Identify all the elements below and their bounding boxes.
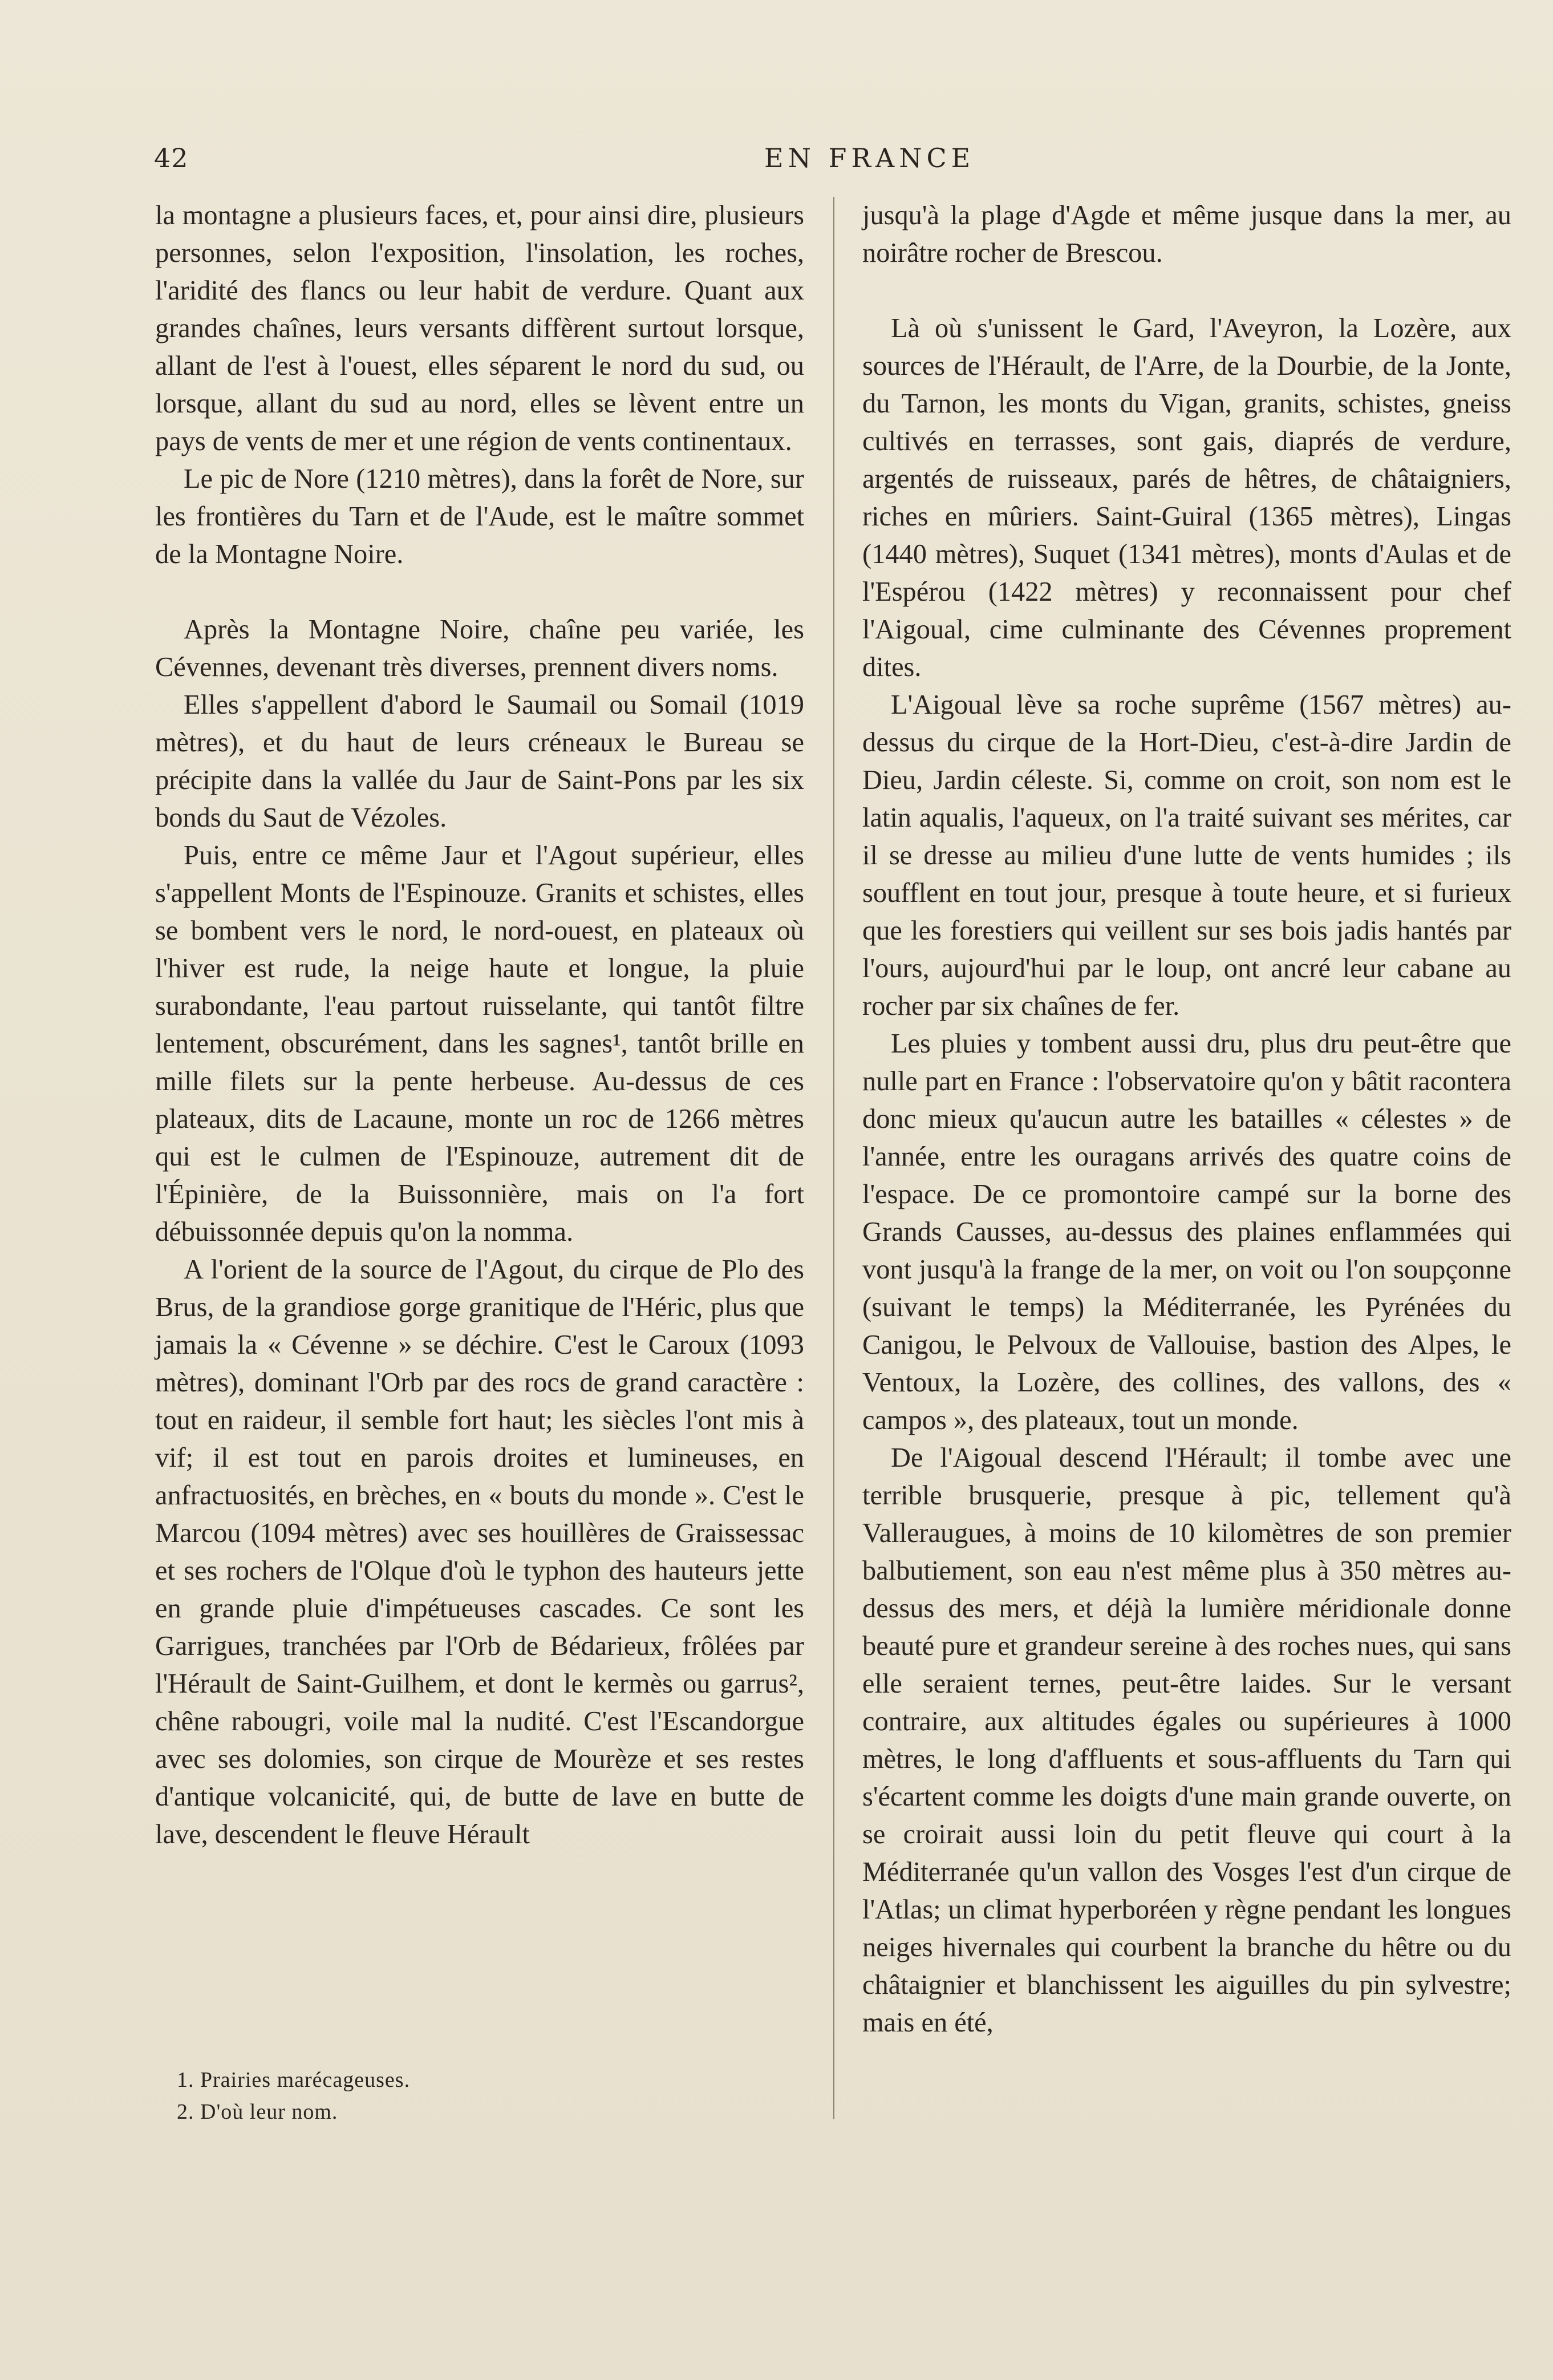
running-title: EN FRANCE <box>764 143 975 173</box>
paragraph: Après la Montagne Noire, chaîne peu variée, les Cévennes, devenant très diverses, prennent divers noms. <box>155 614 804 682</box>
footnote: 2. D'où leur nom. <box>177 2100 338 2124</box>
paragraph: Là où s'unissent le Gard, l'Aveyron, la Lozère, aux sources de l'Hérault, de l'Arre, de la Dourbie, de la Jonte, du Tarnon, les monts du Vigan, granits, schistes, gneiss cultivés en terrasses, sont gais, diaprés de verdure, argentés de ruisseaux, parés de hêtres, de châtaigniers, riches en mûriers. Saint-Guiral (1365 mètres), Lingas (1440 mètres), Suquet (1341 mètres), monts d'Aulas et de l'Espérou (1422 mètres) y reconnaissent pour chef l'Aigoual, cime culminante des Cévennes proprement dites. <box>862 313 1511 682</box>
paragraph: Elles s'appellent d'abord le Saumail ou Somail (1019 mètres), et du haut de leurs créneaux le Bureau se précipite dans la vallée du Jaur de Saint-Pons par les six bonds du Saut de Vézoles. <box>155 690 804 833</box>
column-divider <box>833 197 834 2119</box>
paragraph: la montagne a plusieurs faces, et, pour ainsi dire, plusieurs personnes, selon l'exposition, l'insolation, les roches, l'aridité des flancs ou leur habit de verdure. Quant aux grandes chaînes, leurs versants diffèrent surtout lorsque, allant de l'est à l'ouest, elles séparent le nord du sud, ou lorsque, allant du sud au nord, elles se lèvent entre un pays de vents de mer et une région de vents continentaux. <box>155 200 804 456</box>
running-head <box>154 143 1511 177</box>
paragraph: Les pluies y tombent aussi dru, plus dru peut-être que nulle part en France : l'observatoire qu'on y bâtit racontera donc mieux qu'aucun autre les batailles « célestes » de l'année, entre les ouragans arrivés des quatre coins de l'espace. De ce promontoire campé sur la borne des Grands Causses, au-dessus des plaines enflammées qui vont jusqu'à la frange de la mer, on voit ou l'on soupçonne (suivant le temps) la Méditerranée, les Pyrénées du Canigou, le Pelvoux de Vallouise, bastion des Alpes, le Ventoux, la Lozère, des collines, des vallons, des « campos », des plateaux, tout un monde. <box>862 1029 1511 1435</box>
right-column <box>862 197 1511 2042</box>
left-column <box>155 197 804 1853</box>
paragraph: Le pic de Nore (1210 mètres), dans la forêt de Nore, sur les frontières du Tarn et de l'Aude, est le maître sommet de la Montagne Noire. <box>155 464 804 569</box>
footnotes <box>177 2064 410 2128</box>
paragraph: A l'orient de la source de l'Agout, du cirque de Plo des Brus, de la grandiose gorge granitique de l'Héric, plus que jamais la « Cévenne » se déchire. C'est le Caroux (1093 mètres), dominant l'Orb par des rocs de grand caractère : tout en raideur, il semble fort haut; les siècles l'ont mis à vif; il est tout en parois droites et lumineuses, en anfractuosités, en brèches, en « bouts du monde ». C'est le Marcou (1094 mètres) avec ses houillères de Graissessac et ses rochers de l'Olque d'où le typhon des hauteurs jette en grande pluie d'impétueuses cascades. Ce sont les Garrigues, tranchées par l'Orb de Bédarieux, frôlées par l'Hérault de Saint-Guilhem, et dont le kermès ou garrus², chêne rabougri, voile mal la nudité. C'est l'Escandorgue avec ses dolomies, son cirque de Mourèze et ses restes d'antique volcanicité, qui, de butte de lave en butte de lave, descendent le fleuve Hérault <box>155 1254 804 1849</box>
paragraph: L'Aigoual lève sa roche suprême (1567 mètres) au-dessus du cirque de la Hort-Dieu, c'est-à-dire Jardin de Dieu, Jardin céleste. Si, comme on croit, son nom est le latin aqualis, l'aqueux, on l'a traité suivant ses mérites, car il se dresse au milieu d'une lutte de vents humides ; ils soufflent en tout jour, presque à toute heure, et si furieux que les forestiers qui veillent sur ses bois jadis hantés par l'ours, aujourd'hui par le loup, ont ancré leur cabane au rocher par six chaînes de fer. <box>862 690 1511 1021</box>
paragraph: jusqu'à la plage d'Agde et même jusque dans la mer, au noirâtre rocher de Brescou. <box>862 200 1511 268</box>
footnote: 1. Prairies marécageuses. <box>177 2068 411 2092</box>
page-number: 42 <box>154 143 189 173</box>
paragraph: De l'Aigoual descend l'Hérault; il tombe avec une terrible brusquerie, presque à pic, tellement qu'à Valleraugues, à moins de 10 kilomètres de son premier balbutiement, son eau n'est même plus à 350 mètres au-dessus des mers, et déjà la lumière méridionale donne beauté pure et grandeur sereine à des roches nues, qui sans elle seraient ternes, peut-être laides. Sur le versant contraire, aux altitudes égales ou supérieures à 1000 mètres, le long d'affluents et sous-affluents du Tarn qui s'écartent comme les doigts d'une main grande ouverte, on se croirait aussi loin du petit fleuve qui court à la Méditerranée qu'un vallon des Vosges l'est d'un cirque de l'Atlas; un climat hyperboréen y règne pendant les longues neiges hivernales qui courbent la branche du hêtre ou du châtaignier et blanchissent les aiguilles du pin sylvestre; mais en été, <box>862 1443 1511 2038</box>
paragraph: Puis, entre ce même Jaur et l'Agout supérieur, elles s'appellent Monts de l'Espinouze. Granits et schistes, elles se bombent vers le nord, le nord-ouest, en plateaux où l'hiver est rude, la neige haute et longue, la pluie surabondante, l'eau partout ruisselante, qui tantôt filtre lentement, obscurément, dans les sagnes¹, tantôt brille en mille filets sur la pente herbeuse. Au-dessus de ces plateaux, dits de Lacaune, monte un roc de 1266 mètres qui est le culmen de l'Espinouze, autrement dit de l'Épinière, de la Buissonnière, mais on l'a fort débuissonnée depuis qu'on la nomma. <box>155 840 804 1247</box>
